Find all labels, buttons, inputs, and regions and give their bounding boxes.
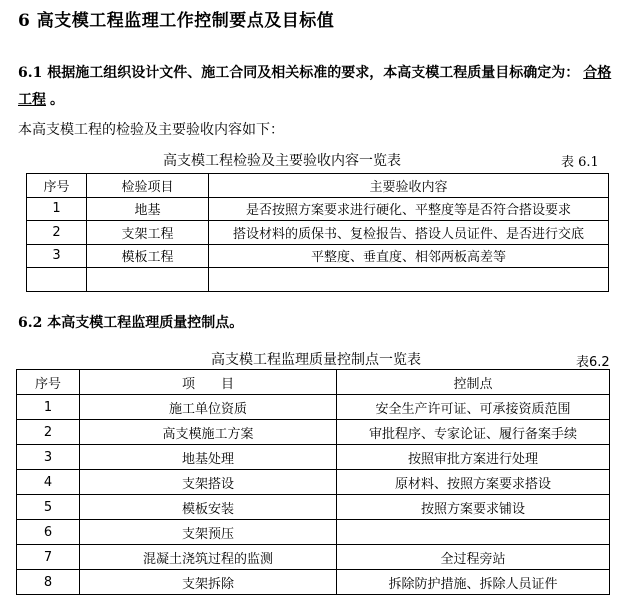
table-row (17, 520, 610, 545)
table-cell: 2 (27, 221, 87, 245)
table-cell: 4 (17, 470, 80, 495)
table-cell: 1 (27, 197, 87, 221)
table-row (17, 545, 610, 570)
table-cell: 支架预压 (80, 520, 337, 545)
table-cell: 7 (17, 545, 80, 570)
header-cell: 主要验收内容 (209, 174, 609, 198)
table-cell: 8 (17, 570, 80, 595)
table2-number: 表6.2 (576, 355, 610, 370)
table-row (17, 495, 610, 520)
table-cell: 按照审批方案进行处理 (337, 445, 610, 470)
table-cell (337, 520, 610, 545)
table-cell (27, 268, 87, 292)
table-cell: 搭设材料的质保书、复检报告、搭设人员证件、是否进行交底 (209, 221, 609, 245)
table-row (17, 470, 610, 495)
table-cell: 支架工程 (87, 221, 209, 245)
header-cell: 控制点 (337, 370, 610, 395)
table-cell: 按照方案要求铺设 (337, 495, 610, 520)
header-cell: 序号 (27, 174, 87, 198)
table-cell: 模板安装 (80, 495, 337, 520)
table-cell: 混凝土浇筑过程的监测 (80, 545, 337, 570)
section-6-1-paragraph (18, 60, 618, 114)
table-cell: 3 (27, 244, 87, 268)
table-cell: 施工单位资质 (80, 395, 337, 420)
table-cell: 模板工程 (87, 244, 209, 268)
table-cell: 地基处理 (80, 445, 337, 470)
table-cell (87, 268, 209, 292)
section-title: 6 高支模工程监理工作控制要点及目标值 (18, 11, 335, 31)
table-cell: 5 (17, 495, 80, 520)
table-header-row (27, 174, 609, 198)
table-cell: 高支模施工方案 (80, 420, 337, 445)
table-cell: 全过程旁站 (337, 545, 610, 570)
section-6-1-text: 6.1 根据施工组织设计文件、施工合同及相关标准的要求，本高支模工程质量目标确定为： (18, 65, 580, 81)
table-cell: 支架拆除 (80, 570, 337, 595)
table-row (17, 395, 610, 420)
table-row (27, 244, 609, 268)
table-cell (209, 268, 609, 292)
table-header-row (17, 370, 610, 395)
header-cell: 检验项目 (87, 174, 209, 198)
table-cell: 平整度、垂直度、相邻两板高差等 (209, 244, 609, 268)
table-cell: 2 (17, 420, 80, 445)
table-cell: 1 (17, 395, 80, 420)
intro-text: 本高支模工程的检验及主要验收内容如下： (18, 122, 284, 138)
inspection-table (26, 173, 609, 292)
table-cell: 6 (17, 520, 80, 545)
table-cell: 3 (17, 445, 80, 470)
table-row (17, 420, 610, 445)
table2-caption: 高支模工程监理质量控制点一览表 (211, 352, 421, 368)
header-cell: 项 目 (80, 370, 337, 395)
table1-caption: 高支模工程检验及主要验收内容一览表 (163, 153, 401, 169)
control-points-table (16, 369, 610, 595)
table-row (17, 570, 610, 595)
table-cell: 原材料、按照方案要求搭设 (337, 470, 610, 495)
table-cell: 支架搭设 (80, 470, 337, 495)
table-cell: 是否按照方案要求进行硬化、平整度等是否符合搭设要求 (209, 197, 609, 221)
table-row (17, 445, 610, 470)
table-cell: 拆除防护措施、拆除人员证件 (337, 570, 610, 595)
table-row (27, 221, 609, 245)
table-cell: 地基 (87, 197, 209, 221)
quality-target: 合格工程 (18, 65, 612, 108)
section-6-2-title: 6.2 本高支模工程监理质量控制点。 (18, 315, 244, 331)
header-cell: 序号 (17, 370, 80, 395)
table-cell: 安全生产许可证、可承接资质范围 (337, 395, 610, 420)
table-row (27, 268, 609, 292)
table1-number: 表 6.1 (561, 155, 599, 170)
table-row (27, 197, 609, 221)
section-6-1-end: 。 (50, 92, 64, 108)
table-cell: 审批程序、专家论证、履行备案手续 (337, 420, 610, 445)
